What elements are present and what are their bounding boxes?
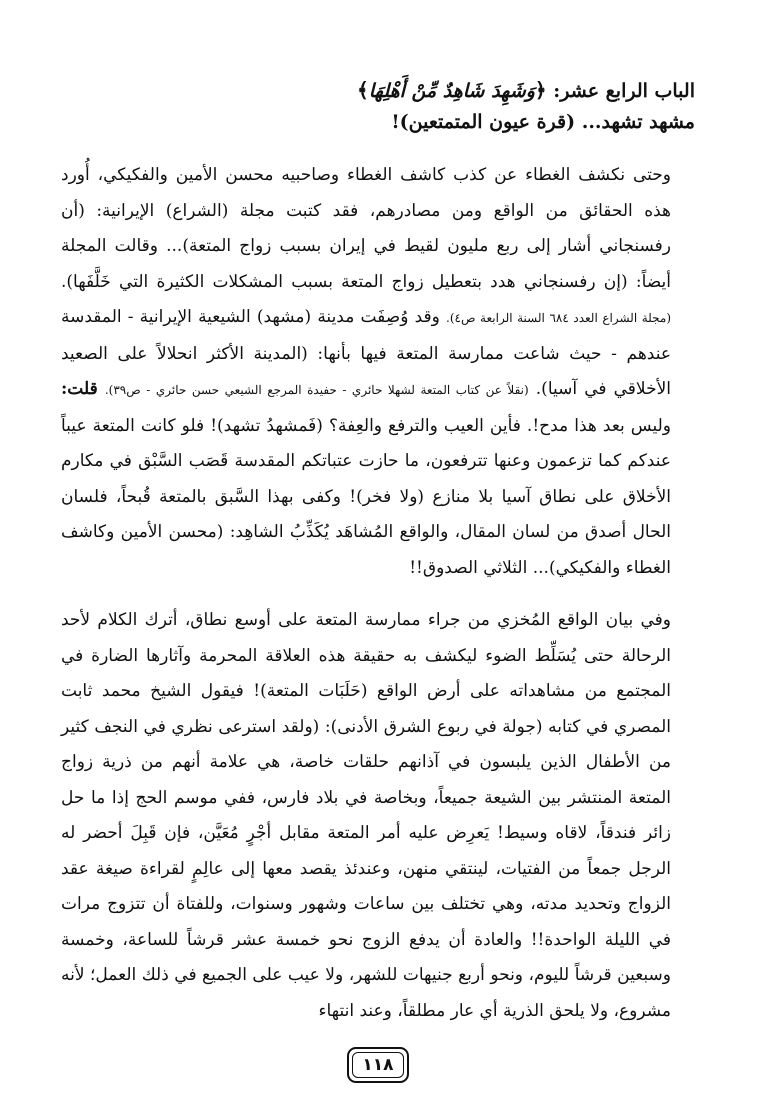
page-number: ١١٨ <box>362 1055 394 1075</box>
quran-quote: وَشَهِدَ شَاهِدٌ مِّنْ أَهْلِهَا <box>368 80 535 102</box>
quote-close-ornament: ﴾ <box>357 78 369 102</box>
body-text <box>61 158 693 1029</box>
qult-label: قلت: <box>61 379 98 399</box>
chapter-heading <box>60 74 695 137</box>
page-number-frame <box>347 1047 409 1083</box>
chapter-title-line <box>60 74 695 107</box>
reference-note-1: (مجلة الشراع العدد ٦٨٤ السنة الرابعة ص٤). <box>446 311 672 325</box>
quote-open-ornament: ﴿ <box>534 78 547 102</box>
chapter-label: الباب الرابع عشر: <box>553 80 695 102</box>
paragraph-1 <box>61 158 693 586</box>
paragraph-1-text-a: وحتى نكشف الغطاء عن كذب كاشف الغطاء وصاحبيه محسن الأمين والفكيكي، أُورد هذه الحقائق من الواقع ومن مصادرهم، فقد كتبت مجلة (الشراع) الإيرانية: (أن رفسنجاني أشار إلى ربع مليون لقيط في إيران بسبب زواج المتعة)... وقالت المجلة أيضاً: (إن رفسنجاني هدد بتعطيل زواج المتعة بسبب المشكلات الكثيرة التي خَلَّفَها). <box>61 165 671 292</box>
reference-note-2: (نقلاً عن كتاب المتعة لشهلا حائري - حفيدة المرجع الشيعي حسن حائري - ص٣٩). <box>104 383 529 397</box>
paragraph-1-text-b: وقد وُصِفَت مدينة (مشهد) الشيعية الإيرانية - المقدسة عندهم - حيث شاعت ممارسة المتعة فيها بأنها: (المدينة الأكثر انحلالاً على الصعيد الأخلاقي في آسيا). <box>61 307 671 399</box>
paragraph-2: وفي بيان الواقع المُخزي من جراء ممارسة المتعة على أوسع نطاق، أترك الكلام لأحد الرحالة حتى يُسَلِّط الضوء ليكشف به حقيقة هذه العلاقة المحرمة وآثارها الضارة في المجتمع من مشاهداته على أرض الواقع (حَلَبَات المتعة)! فيقول الشيخ محمد ثابت المصري في كتابه (جولة في ربوع الشرق الأدنى): (ولقد استرعى نظري في النجف كثير من الأطفال الذين يلبسون في آذانهم حلقات خاصة، هي علامة أنهم من ذرية زواج المتعة المنتشر بين الشيعة جميعاً، وبخاصة في بلاد فارس، ففي موسم الحج إذا ما حل زائر فندقاً، لاقاه وسيط! يَعرِض عليه أمر المتعة مقابل أجْرٍ مُعَيَّن، فإن قَبِلَ أحضر له الرجل جمعاً من الفتيات، لينتقي منهن، وعندئذ يقصد معها إلى عالِمٍ لقراءة صيغة عقد الزواج وتحديد مدته، وهي تختلف بين ساعات وشهور وسنوات، وللفتاة أن تتزوج مرات في الليلة الواحدة!! والعادة أن يدفع الزوج نحو خمسة عشر قرشاً للساعة، وخمسة وسبعين قرشاً لليوم، ونحو أربع جنيهات للشهر، ولا عيب على الجميع في ذلك العمل؛ لأنه مشروع، ولا يلحق الذرية أي عار مطلقاً، وعند انتهاء <box>61 610 671 1021</box>
paragraph-1-text-c: وليس بعد هذا مدح!. فأين العيب والترفع والعِفة؟ (فَمشهدُ تشهد)! فلو كانت المتعة عيباً عندكم كما تزعمون وعنها تترفعون، ما حازت عتباتكم المقدسة قَصَب السَّبْق في مكارم الأخلاق على نطاق آسيا بلا منازع (ولا فخر)! وكفى بهذا السَّبق بالمتعة قُبحاً، فلسان الحال أصدق من لسان المقال، والواقع المُشاهَد يُكَذِّبُ الشاهِد: (محسن الأمين وكاشف الغطاء والفكيكي)... الثلاثي الصدوق!! <box>61 415 671 578</box>
chapter-subtitle: مشهد تشهد... (قرة عيون المتمتعين)! <box>391 111 695 133</box>
